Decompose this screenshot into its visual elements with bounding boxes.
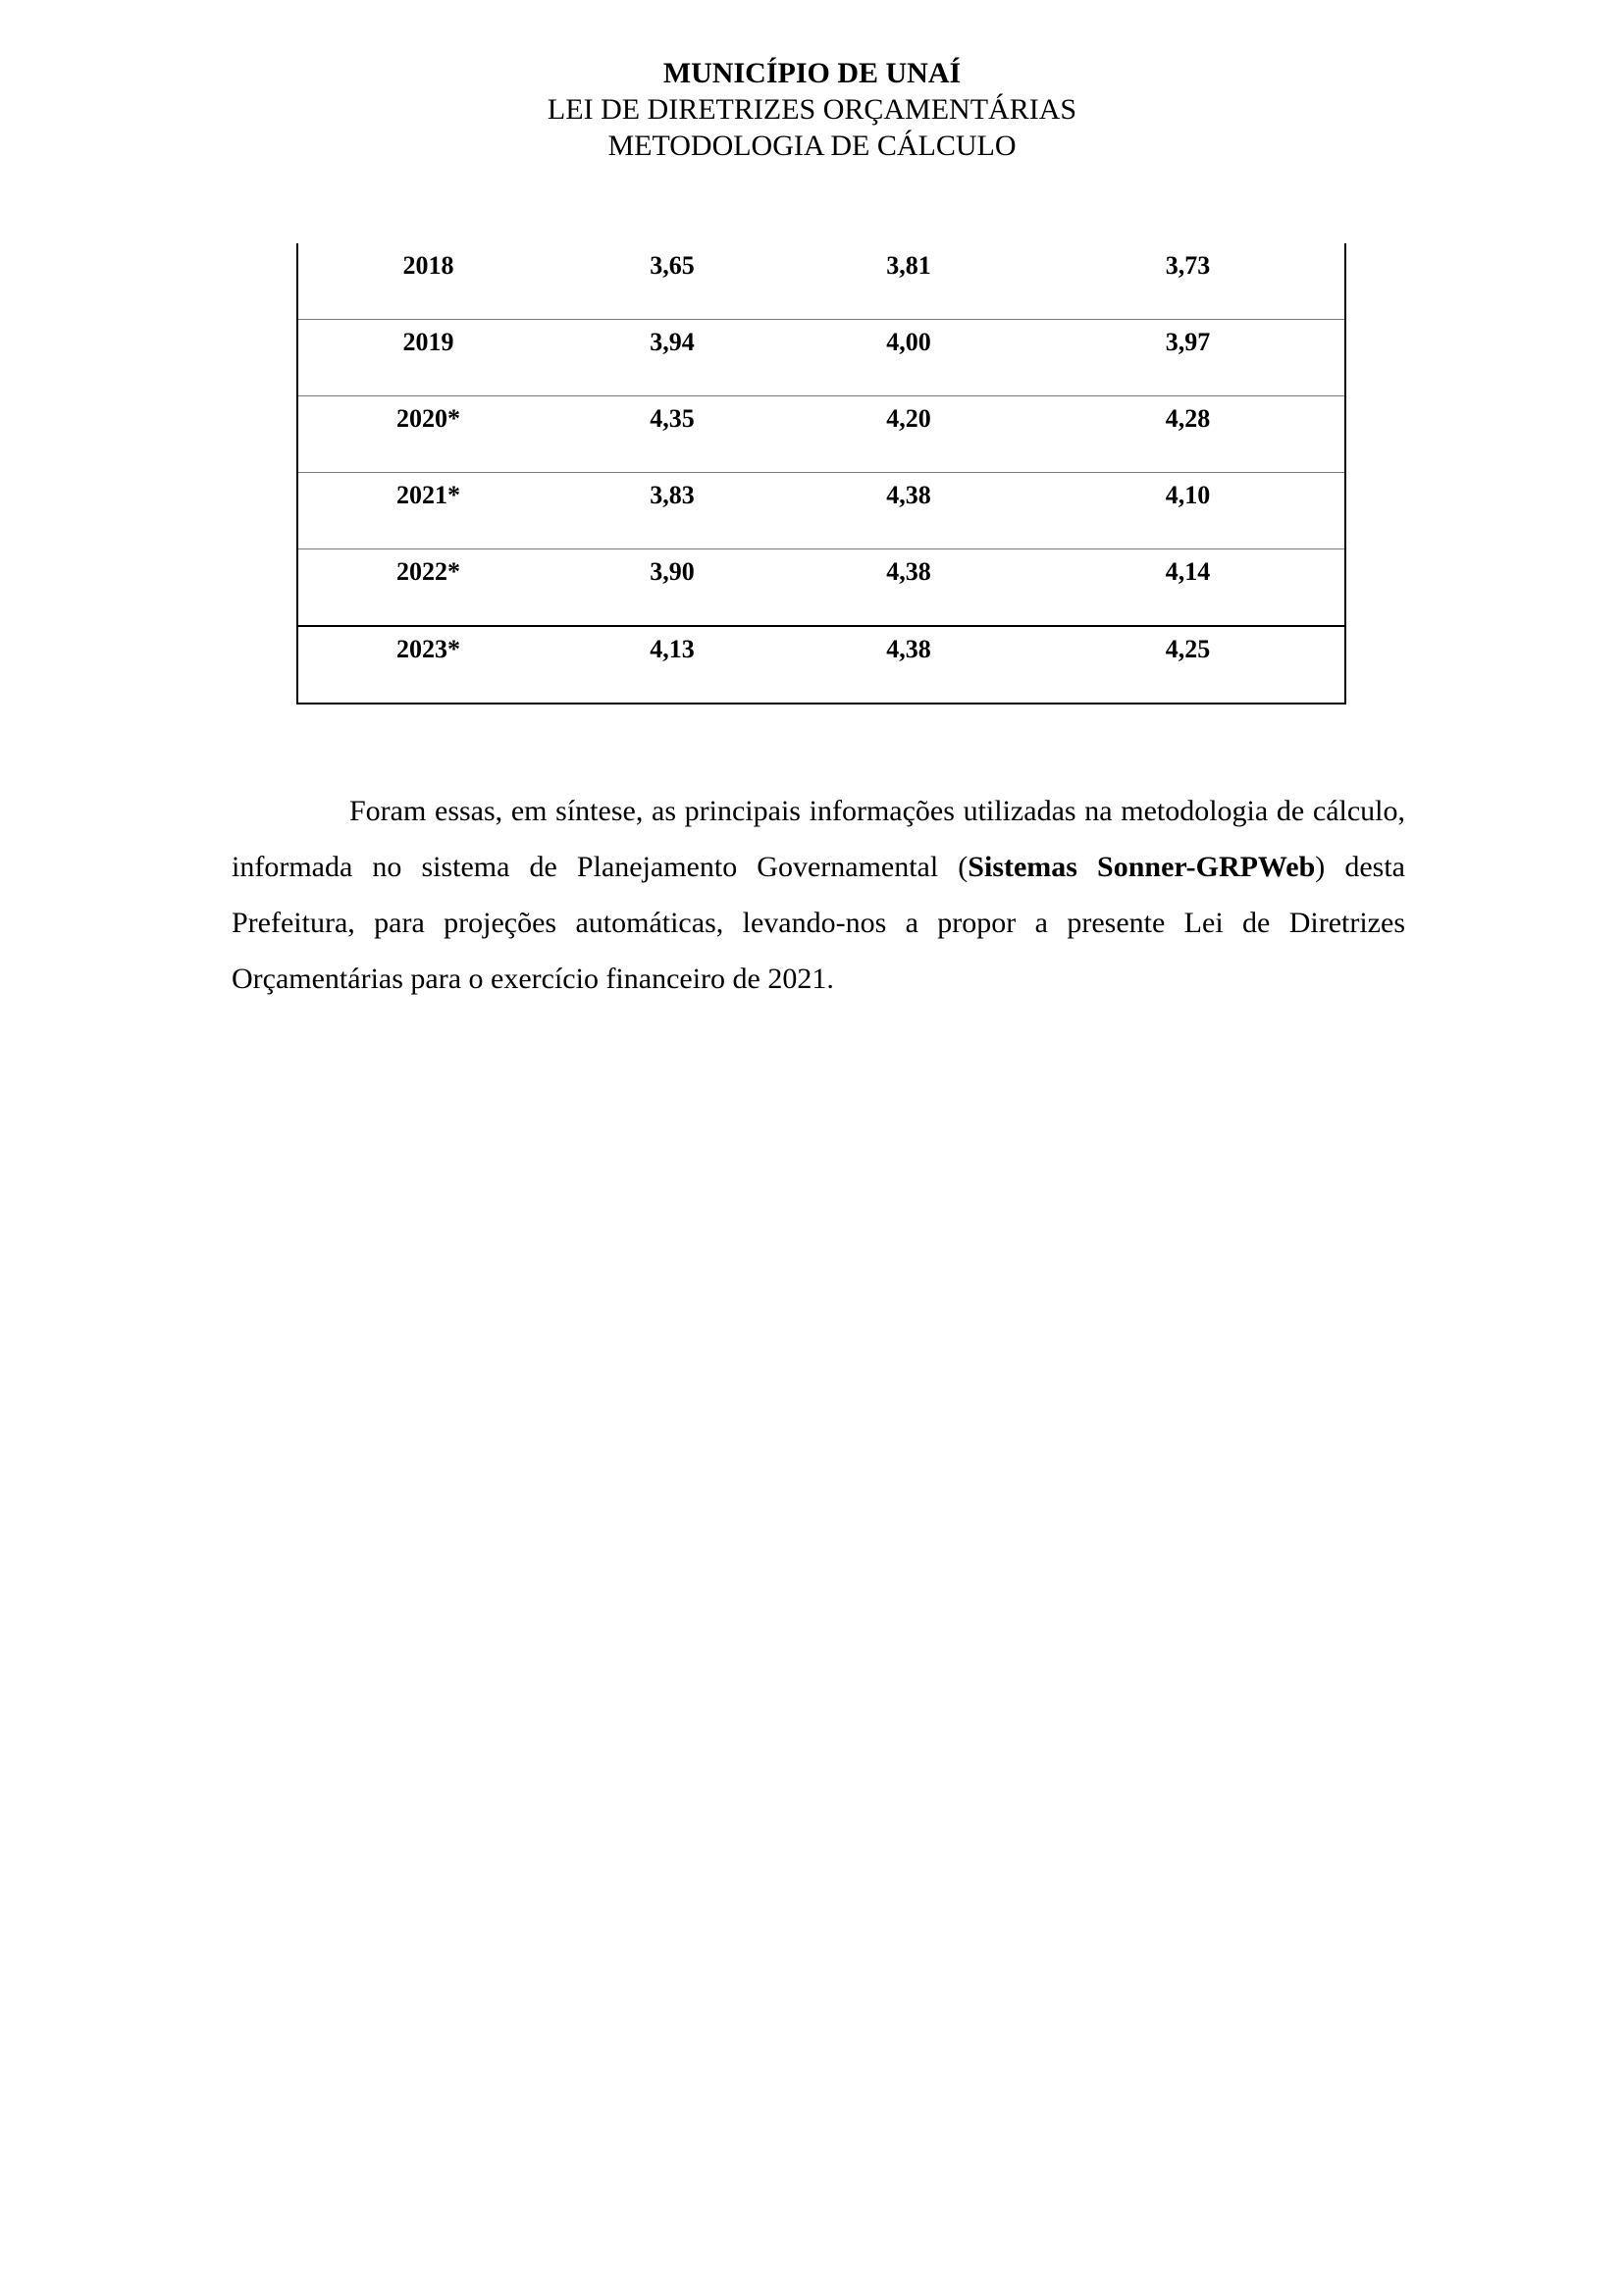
- table-cell: 3,83: [558, 473, 786, 549]
- table-row: [297, 320, 1345, 396]
- table-cell: 4,38: [786, 549, 1031, 627]
- section-title: METODOLOGIA DE CÁLCULO: [607, 130, 1017, 162]
- table-cell: 4,35: [558, 396, 786, 473]
- table-cell: 3,65: [558, 243, 786, 320]
- table-cell: 4,20: [786, 396, 1031, 473]
- law-title: LEI DE DIRETRIZES ORÇAMENTÁRIAS: [547, 93, 1077, 126]
- document-header: [0, 55, 1624, 164]
- data-table-container: [296, 243, 1344, 704]
- data-table: [296, 243, 1346, 704]
- table-cell: 3,73: [1031, 243, 1345, 320]
- table-cell: 3,90: [558, 549, 786, 627]
- table-cell-year: 2022*: [297, 549, 558, 627]
- table-row: [297, 473, 1345, 549]
- municipality-title: MUNICÍPIO DE UNAÍ: [662, 57, 962, 89]
- body-paragraph: Foram essas, em síntese, as principais informações utilizadas na metodologia de cálculo, informada no sistema de Planejamento Governamental (Sistemas Sonner-GRPWeb) desta Prefeitura, para projeções automáticas, levando-nos a propor a presente Lei de Diretrizes Orçamentárias para o exercício financeiro de 2021.: [232, 795, 1405, 995]
- table-cell: 4,00: [786, 320, 1031, 396]
- table-cell-year: 2023*: [297, 626, 558, 704]
- table-cell: 4,25: [1031, 626, 1345, 704]
- table-cell: 4,10: [1031, 473, 1345, 549]
- table-cell-year: 2021*: [297, 473, 558, 549]
- table-cell-year: 2019: [297, 320, 558, 396]
- table-cell: 4,38: [786, 473, 1031, 549]
- table-cell: 4,13: [558, 626, 786, 704]
- system-name: Sistemas Sonner-GRPWeb: [968, 851, 1316, 883]
- table-cell-year: 2018: [297, 243, 558, 320]
- table-cell: 3,94: [558, 320, 786, 396]
- table-cell: 4,28: [1031, 396, 1345, 473]
- table-cell: 4,14: [1031, 549, 1345, 627]
- table-cell-year: 2020*: [297, 396, 558, 473]
- table-cell: 3,97: [1031, 320, 1345, 396]
- table-row: [297, 549, 1345, 627]
- table-row: [297, 396, 1345, 473]
- table-cell: 4,38: [786, 626, 1031, 704]
- table-row: [297, 243, 1345, 320]
- table-cell: 3,81: [786, 243, 1031, 320]
- table-row: [297, 626, 1345, 704]
